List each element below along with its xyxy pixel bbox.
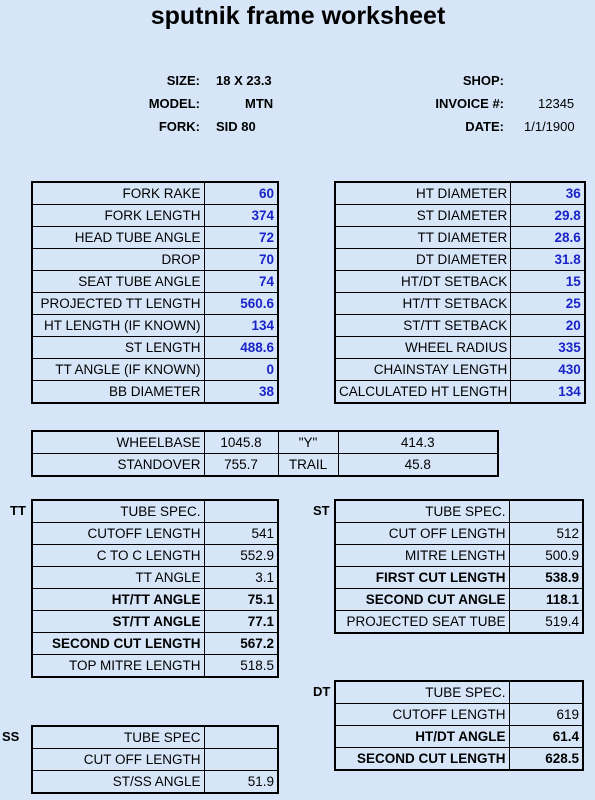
row-value: 75.1 bbox=[204, 589, 278, 611]
st-section-tag: ST bbox=[313, 503, 330, 518]
input-label: DT DIAMETER bbox=[335, 249, 511, 271]
input-value[interactable]: 0 bbox=[204, 359, 278, 381]
row-label: HT/DT ANGLE bbox=[335, 726, 509, 748]
input-row bbox=[32, 249, 278, 271]
table-row bbox=[32, 726, 278, 749]
fork-label: FORK: bbox=[158, 119, 200, 134]
input-row bbox=[335, 249, 585, 271]
model-label: MODEL: bbox=[148, 96, 200, 111]
row-label: ST/TT ANGLE bbox=[32, 611, 204, 633]
summary-table bbox=[31, 430, 499, 477]
input-row bbox=[32, 315, 278, 337]
row-label: CUT OFF LENGTH bbox=[335, 523, 509, 545]
tt-section-tag: TT bbox=[10, 503, 26, 518]
row-value: 567.2 bbox=[204, 633, 278, 655]
input-label: TT DIAMETER bbox=[335, 227, 511, 249]
row-label: MITRE LENGTH bbox=[335, 545, 509, 567]
summary-row bbox=[32, 454, 498, 477]
date-value: 1/1/1900 bbox=[524, 119, 575, 134]
row-label: CUTOFF LENGTH bbox=[32, 523, 204, 545]
input-label: HT/TT SETBACK bbox=[335, 293, 511, 315]
input-label: CALCULATED HT LENGTH bbox=[335, 381, 511, 404]
frame-inputs-right bbox=[334, 181, 586, 404]
row-value: 512 bbox=[509, 523, 583, 545]
row-label: TUBE SPEC. bbox=[335, 681, 509, 704]
input-label: SEAT TUBE ANGLE bbox=[32, 271, 204, 293]
trail-label: TRAIL bbox=[278, 454, 338, 477]
invoice-value: 12345 bbox=[538, 96, 575, 111]
input-value[interactable]: 70 bbox=[204, 249, 278, 271]
table-row bbox=[32, 749, 278, 771]
input-value[interactable]: 31.8 bbox=[511, 249, 585, 271]
table-row bbox=[335, 748, 583, 771]
row-label: TUBE SPEC. bbox=[335, 500, 509, 523]
row-value[interactable] bbox=[509, 681, 583, 704]
row-value[interactable] bbox=[509, 500, 583, 523]
row-value[interactable] bbox=[204, 500, 278, 523]
row-value: 538.9 bbox=[509, 567, 583, 589]
input-value[interactable]: 335 bbox=[511, 337, 585, 359]
row-label: TOP MITRE LENGTH bbox=[32, 655, 204, 678]
input-value[interactable]: 134 bbox=[204, 315, 278, 337]
input-value[interactable]: 134 bbox=[511, 381, 585, 404]
table-row bbox=[32, 611, 278, 633]
input-row bbox=[335, 271, 585, 293]
input-label: HT LENGTH (IF KNOWN) bbox=[32, 315, 204, 337]
input-label: HT/DT SETBACK bbox=[335, 271, 511, 293]
input-value[interactable]: 29.8 bbox=[511, 205, 585, 227]
table-row bbox=[335, 704, 583, 726]
input-value[interactable]: 15 bbox=[511, 271, 585, 293]
dt-table bbox=[334, 680, 584, 771]
table-row bbox=[32, 771, 278, 794]
table-row bbox=[32, 523, 278, 545]
page-title: sputnik frame worksheet bbox=[150, 2, 446, 30]
shop-label: SHOP: bbox=[462, 73, 504, 88]
wheelbase-label: WHEELBASE bbox=[32, 431, 204, 454]
table-row bbox=[335, 523, 583, 545]
date-label: DATE: bbox=[465, 119, 504, 134]
input-label: TT ANGLE (IF KNOWN) bbox=[32, 359, 204, 381]
row-value: 628.5 bbox=[509, 748, 583, 771]
model-value: MTN bbox=[245, 96, 274, 111]
input-value[interactable]: 374 bbox=[204, 205, 278, 227]
table-row bbox=[32, 545, 278, 567]
input-value[interactable]: 560.6 bbox=[204, 293, 278, 315]
input-row bbox=[335, 182, 585, 205]
table-row bbox=[335, 726, 583, 748]
row-value: 619 bbox=[509, 704, 583, 726]
row-label: SECOND CUT ANGLE bbox=[335, 589, 509, 611]
table-row bbox=[32, 589, 278, 611]
row-value: 61.4 bbox=[509, 726, 583, 748]
row-label: SECOND CUT LENGTH bbox=[32, 633, 204, 655]
input-value[interactable]: 36 bbox=[511, 182, 585, 205]
trail-value: 45.8 bbox=[338, 454, 498, 477]
row-label: TT ANGLE bbox=[32, 567, 204, 589]
invoice-label: INVOICE #: bbox=[435, 96, 504, 111]
input-value[interactable]: 38 bbox=[204, 381, 278, 404]
input-value[interactable]: 74 bbox=[204, 271, 278, 293]
ss-section-tag: SS bbox=[2, 729, 20, 744]
input-row bbox=[335, 337, 585, 359]
ss-table bbox=[31, 725, 279, 794]
input-value[interactable]: 430 bbox=[511, 359, 585, 381]
input-row bbox=[32, 205, 278, 227]
tt-table bbox=[31, 499, 279, 678]
input-row bbox=[335, 293, 585, 315]
fork-value: SID 80 bbox=[216, 119, 256, 134]
row-label: C TO C LENGTH bbox=[32, 545, 204, 567]
input-value[interactable]: 488.6 bbox=[204, 337, 278, 359]
input-row bbox=[32, 271, 278, 293]
input-label: CHAINSTAY LENGTH bbox=[335, 359, 511, 381]
input-row bbox=[335, 359, 585, 381]
table-row bbox=[335, 567, 583, 589]
standover-value: 755.7 bbox=[204, 454, 278, 477]
input-label: FORK RAKE bbox=[32, 182, 204, 205]
input-row bbox=[32, 381, 278, 404]
input-value[interactable]: 28.6 bbox=[511, 227, 585, 249]
table-row bbox=[32, 500, 278, 523]
y-value: 414.3 bbox=[338, 431, 498, 454]
row-value: 552.9 bbox=[204, 545, 278, 567]
input-value[interactable]: 25 bbox=[511, 293, 585, 315]
table-row bbox=[335, 611, 583, 634]
row-value: 3.1 bbox=[204, 567, 278, 589]
summary-row bbox=[32, 431, 498, 454]
standover-label: STANDOVER bbox=[32, 454, 204, 477]
input-label: ST DIAMETER bbox=[335, 205, 511, 227]
row-label: SECOND CUT LENGTH bbox=[335, 748, 509, 771]
wheelbase-value: 1045.8 bbox=[204, 431, 278, 454]
table-row bbox=[32, 633, 278, 655]
input-row bbox=[32, 359, 278, 381]
size-value: 18 X 23.3 bbox=[216, 73, 272, 88]
row-label: PROJECTED SEAT TUBE bbox=[335, 611, 509, 634]
table-row bbox=[32, 655, 278, 678]
row-value: 77.1 bbox=[204, 611, 278, 633]
input-row bbox=[32, 293, 278, 315]
row-label: HT/TT ANGLE bbox=[32, 589, 204, 611]
input-row bbox=[335, 205, 585, 227]
frame-inputs-left bbox=[31, 181, 279, 404]
row-value: 541 bbox=[204, 523, 278, 545]
row-value: 118.1 bbox=[509, 589, 583, 611]
size-label: SIZE: bbox=[166, 73, 200, 88]
input-label: HT DIAMETER bbox=[335, 182, 511, 205]
row-value[interactable] bbox=[204, 726, 278, 749]
row-label: CUT OFF LENGTH bbox=[32, 749, 204, 771]
input-row bbox=[335, 227, 585, 249]
input-row bbox=[32, 227, 278, 249]
row-label: TUBE SPEC. bbox=[32, 500, 204, 523]
input-label: HEAD TUBE ANGLE bbox=[32, 227, 204, 249]
row-label: CUTOFF LENGTH bbox=[335, 704, 509, 726]
table-row bbox=[32, 567, 278, 589]
table-row bbox=[335, 589, 583, 611]
input-label: WHEEL RADIUS bbox=[335, 337, 511, 359]
table-row bbox=[335, 681, 583, 704]
dt-section-tag: DT bbox=[313, 684, 331, 699]
input-label: BB DIAMETER bbox=[32, 381, 204, 404]
y-label: "Y" bbox=[278, 431, 338, 454]
input-label: FORK LENGTH bbox=[32, 205, 204, 227]
row-value: 518.5 bbox=[204, 655, 278, 678]
input-row bbox=[32, 337, 278, 359]
row-label: TUBE SPEC bbox=[32, 726, 204, 749]
st-table bbox=[334, 499, 584, 634]
input-label: ST/TT SETBACK bbox=[335, 315, 511, 337]
row-value: 500.9 bbox=[509, 545, 583, 567]
input-value[interactable]: 20 bbox=[511, 315, 585, 337]
input-row bbox=[335, 381, 585, 404]
input-label: ST LENGTH bbox=[32, 337, 204, 359]
table-row bbox=[335, 500, 583, 523]
row-value: 519.4 bbox=[509, 611, 583, 634]
input-value[interactable]: 60 bbox=[204, 182, 278, 205]
row-value bbox=[204, 749, 278, 771]
row-value: 51.9 bbox=[204, 771, 278, 794]
table-row bbox=[335, 545, 583, 567]
row-label: FIRST CUT LENGTH bbox=[335, 567, 509, 589]
input-label: DROP bbox=[32, 249, 204, 271]
input-row bbox=[32, 182, 278, 205]
input-label: PROJECTED TT LENGTH bbox=[32, 293, 204, 315]
input-value[interactable]: 72 bbox=[204, 227, 278, 249]
input-row bbox=[335, 315, 585, 337]
row-label: ST/SS ANGLE bbox=[32, 771, 204, 794]
